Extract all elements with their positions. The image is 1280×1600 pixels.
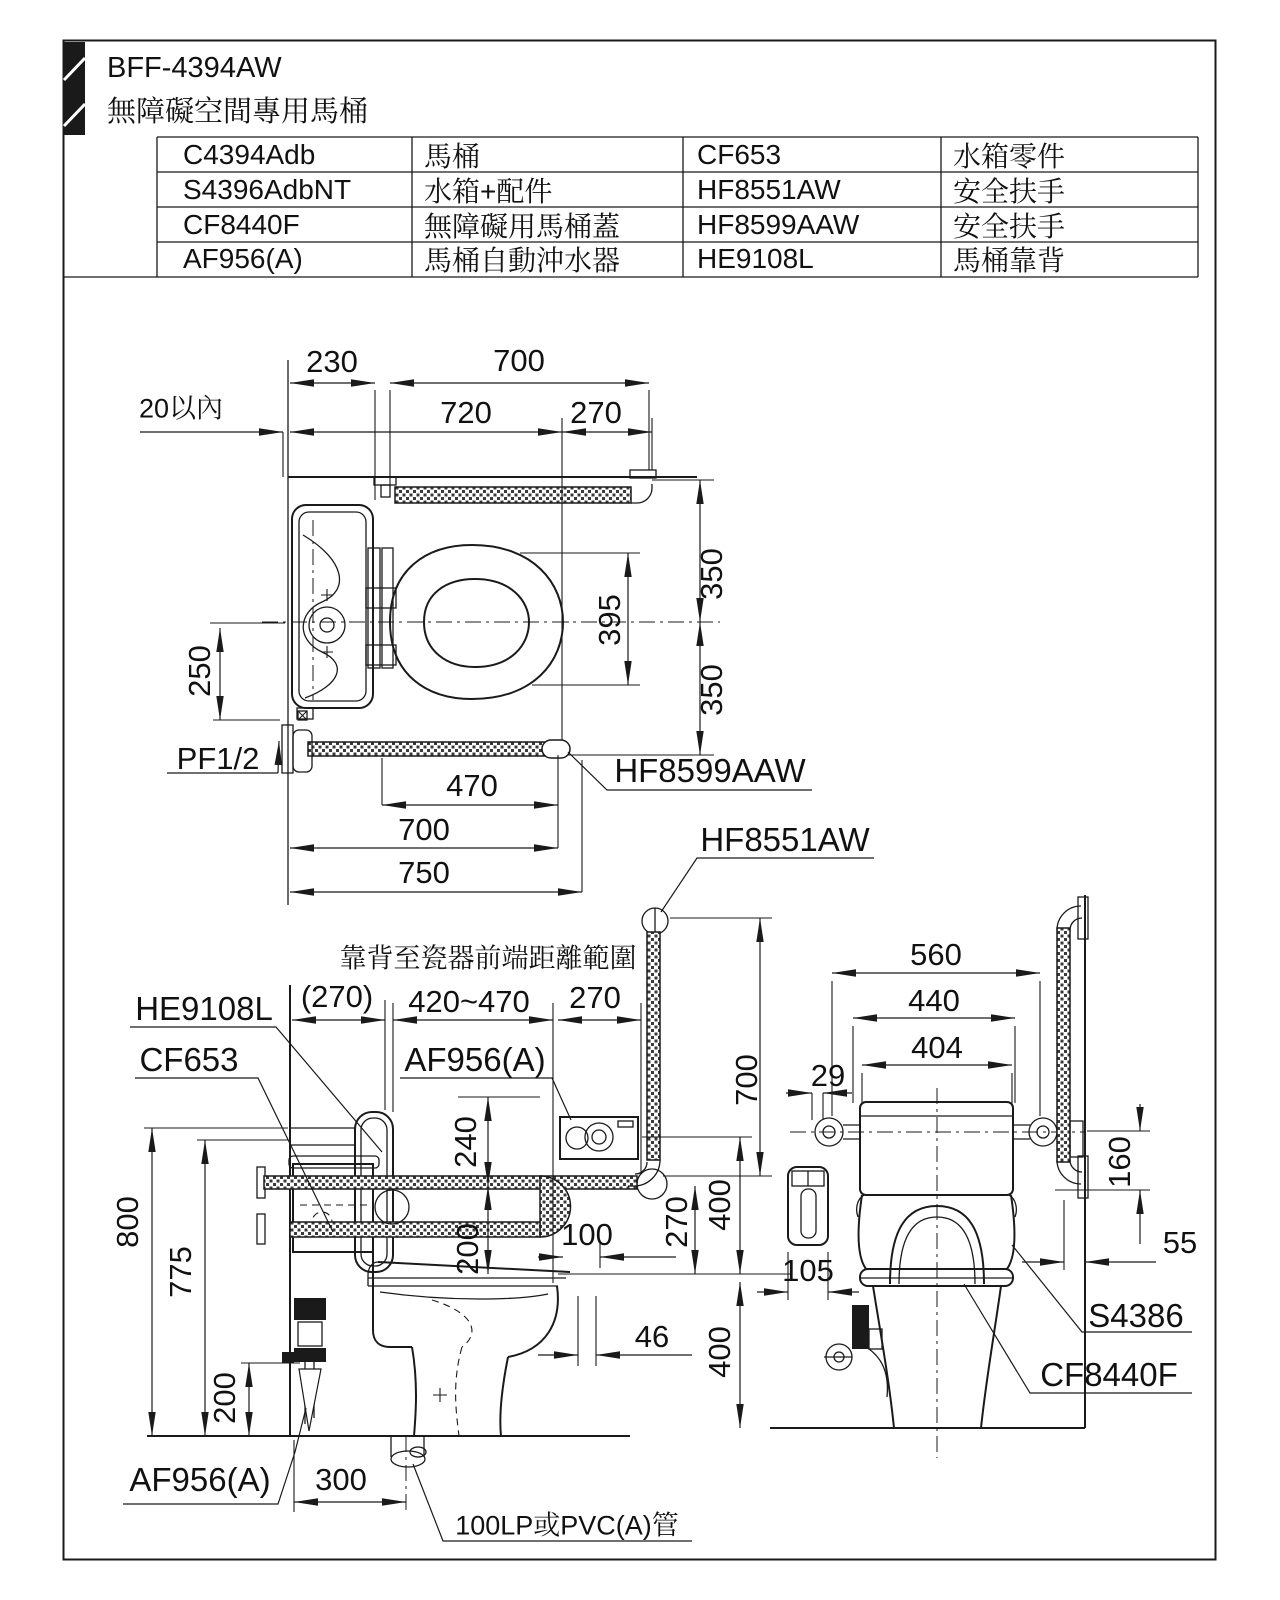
dim-470: 470: [446, 768, 498, 803]
dim-800: 800: [110, 1196, 145, 1248]
dim-700-side: 700: [729, 1054, 764, 1106]
dim-55: 55: [1162, 1225, 1198, 1260]
label-pf12: PF1/2: [176, 741, 260, 776]
part-name: 安全扶手: [953, 176, 1066, 207]
dim-560: 560: [910, 937, 962, 972]
dim-400-lower: 400: [702, 1326, 737, 1378]
dim-750: 750: [398, 855, 450, 890]
part-code: S4396AdbNT: [183, 174, 352, 205]
dim-720: 720: [440, 395, 492, 430]
dim-700-bottom: 700: [398, 812, 450, 847]
part-code: HF8599AAW: [697, 209, 860, 240]
note-within-20: 20以內: [138, 393, 224, 424]
dim-230: 230: [306, 344, 358, 379]
part-name: 馬桶自動沖水器: [424, 245, 621, 276]
part-code: C4394Adb: [183, 139, 316, 170]
part-code: HE9108L: [697, 243, 814, 274]
dim-440: 440: [908, 983, 960, 1018]
label-cf8440f: CF8440F: [1040, 1356, 1178, 1393]
dim-270-vert: 270: [659, 1196, 694, 1248]
part-name: 無障礙用馬桶蓋: [424, 211, 621, 242]
part-name: 安全扶手: [953, 211, 1066, 242]
dim-100: 100: [561, 1217, 613, 1252]
dim-250: 250: [182, 645, 217, 697]
dim-400-upper: 400: [702, 1179, 737, 1231]
label-hf8551aw: HF8551AW: [700, 821, 870, 858]
label-drain-pipe: 100LP或PVC(A)管: [455, 1510, 679, 1541]
label-af956-bottom: AF956(A): [129, 1461, 271, 1498]
part-name: 馬桶: [424, 141, 481, 172]
dim-200-mid: 200: [450, 1223, 485, 1275]
dim-404: 404: [911, 1030, 963, 1065]
part-name: 水箱零件: [953, 141, 1066, 172]
sheet-title-model: BFF-4394AW: [107, 52, 282, 84]
label-hf8599aaw: HF8599AAW: [614, 752, 806, 789]
sheet-title-subtitle: 無障礙空間專用馬桶: [107, 96, 369, 128]
note-backrest-range: 靠背至瓷器前端距離範圍: [339, 943, 637, 974]
dim-240: 240: [448, 1116, 483, 1168]
part-code: AF956(A): [183, 243, 303, 274]
part-name: 水箱+配件: [424, 176, 553, 207]
dim-775: 775: [163, 1246, 198, 1298]
part-name: 馬桶靠背: [953, 245, 1066, 276]
part-code: HF8551AW: [697, 174, 841, 205]
dim-270-ref: (270): [300, 979, 374, 1014]
part-code: CF8440F: [183, 209, 300, 240]
dim-700-top: 700: [493, 343, 545, 378]
dim-46: 46: [634, 1319, 670, 1354]
label-cf653: CF653: [139, 1041, 239, 1078]
dim-270: 270: [569, 980, 621, 1015]
dim-270-top: 270: [570, 395, 622, 430]
part-code: CF653: [697, 139, 782, 170]
dim-300: 300: [315, 1462, 367, 1497]
dim-350-upper: 350: [694, 548, 729, 600]
dim-350-lower: 350: [694, 664, 729, 716]
dim-160: 160: [1102, 1136, 1137, 1188]
dim-105: 105: [782, 1253, 834, 1288]
label-af956-top: AF956(A): [404, 1041, 546, 1078]
dim-395: 395: [592, 594, 627, 646]
label-s4386: S4386: [1088, 1297, 1184, 1334]
dim-200-left: 200: [207, 1372, 242, 1424]
dim-29: 29: [810, 1058, 846, 1093]
label-he9108l: HE9108L: [135, 990, 273, 1027]
dim-420-470: 420~470: [408, 984, 530, 1019]
